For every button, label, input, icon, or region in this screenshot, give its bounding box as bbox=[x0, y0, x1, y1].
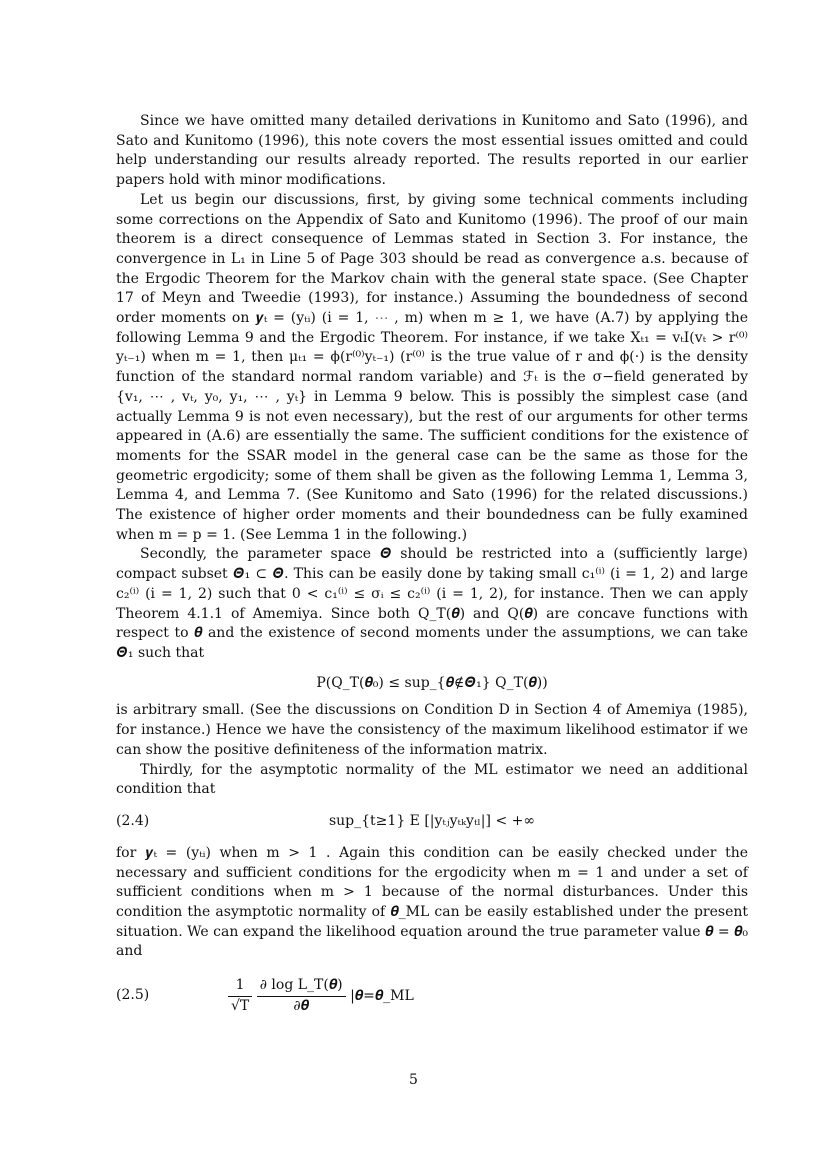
equation-number: (2.5) bbox=[116, 987, 150, 1004]
equation-2-5 bbox=[116, 976, 748, 1028]
equation-number: (2.4) bbox=[116, 812, 150, 829]
equation-expression bbox=[228, 976, 414, 1016]
paragraph-6: for 𝒚ₜ = (yₜᵢ) when m > 1 . Again this condition can be easily checked under the necessary and sufficient conditions for the ergodicity when m = 1 and under a set of sufficient conditions when m > 1 because of the normal disturbances. Under this condition the asymptotic normality of 𝜽̂_ML can be easily established under the present situation. We can expand the likelihood equation around the true parameter value 𝜽 = 𝜽₀ and bbox=[116, 844, 748, 960]
fraction-one-over-root-t: $\frac{1}{√T}$ bbox=[228, 976, 252, 1016]
display-equation-sup: P(Q_T(𝜽₀) ≤ sup_{𝜽∉𝜣₁} Q_T(𝜽)) bbox=[316, 674, 548, 691]
paragraph-5: Thirdly, for the asymptotic normality of the ML estimator we need an additional condition that bbox=[116, 761, 748, 798]
evaluation-bar: |𝜽=𝜽̂_ML bbox=[350, 988, 414, 1005]
equation-2-4 bbox=[116, 802, 748, 842]
fraction-derivative: $\frac{\text{∂ log L\_T(𝜽)}}{\text{∂𝜽}}$ bbox=[257, 976, 346, 1016]
equation-expression: sup_{t≥1} E [|yₜⱼyₜₖyₜₗ|] < +∞ bbox=[328, 812, 536, 829]
paragraph-1: Since we have omitted many detailed derivations in Kunitomo and Sato (1996), and Sato and Kunitomo (1996), this note covers the most essential issues omitted and could help understanding our results already reported. The results reported in our earlier papers hold with minor modifications. bbox=[116, 113, 748, 189]
page-body bbox=[116, 112, 748, 1030]
paragraph-2: Let us begin our discussions, first, by giving some technical comments including some corrections on the Appendix of Sato and Kunitomo (1996). The proof of our main theorem is a direct consequence of Lemmas stated in Section 3. For instance, the convergence in L₁ in Line 5 of Page 303 should be read as convergence a.s. because of the Ergodic Theorem for the Markov chain with the general state space. (See Chapter 17 of Meyn and Tweedie (1993), for instance.) Assuming the boundedness of second order moments on 𝒚ₜ = (yₜᵢ) (i = 1, ⋯ , m) when m ≥ 1, we have (A.7) by applying the following Lemma 9 and the Ergodic Theorem. For instance, if we take Xₜ₁ = vₜI(vₜ > r⁽⁰⁾yₜ₋₁) when m = 1, then μₜ₁ = ϕ(r⁽⁰⁾yₜ₋₁) (r⁽⁰⁾ is the true value of r and ϕ(·) is the density function of the standard normal random variable) and ℱₜ is the σ−field generated by {v₁, ⋯ , vₜ, y₀, y₁, ⋯ , yₜ} in Lemma 9 below. This is possibly the simplest case (and actually Lemma 9 is not even necessary), but the rest of our arguments for other terms appeared in (A.6) are essentially the same. The sufficient conditions for the existence of moments for the SSAR model in the general case can be the same as those for the geometric ergodicity; some of them shall be given as the following Lemma 1, Lemma 3, Lemma 4, and Lemma 7. (See Kunitomo and Sato (1996) for the related discussions.) The existence of higher order moments and their boundedness can be fully examined when m = p = 1. (See Lemma 1 in the following.) bbox=[116, 191, 748, 543]
paragraph-3: Secondly, the parameter space 𝜣 should be restricted into a (sufficiently large) compact subset 𝜣₁ ⊂ 𝜣. This can be easily done by taking small c₁⁽ⁱ⁾ (i = 1, 2) and large c₂⁽ⁱ⁾ (i = 1, 2) such that 0 < c₁⁽ⁱ⁾ ≤ σᵢ ≤ c₂⁽ⁱ⁾ (i = 1, 2), for instance. Then we can apply Theorem 4.1.1 of Amemiya. Since both Q_T(𝜽) and Q(𝜽) are concave functions with respect to 𝜽 and the existence of second moments under the assumptions, we can take 𝜣₁ such that bbox=[116, 546, 748, 661]
page-number: 5 bbox=[409, 1072, 418, 1088]
paragraph-4: is arbitrary small. (See the discussions on Condition D in Section 4 of Amemiya (1985), for instance.) Hence we have the consistency of the maximum likelihood estimator if we can show the positive definiteness of the information matrix. bbox=[116, 702, 748, 758]
